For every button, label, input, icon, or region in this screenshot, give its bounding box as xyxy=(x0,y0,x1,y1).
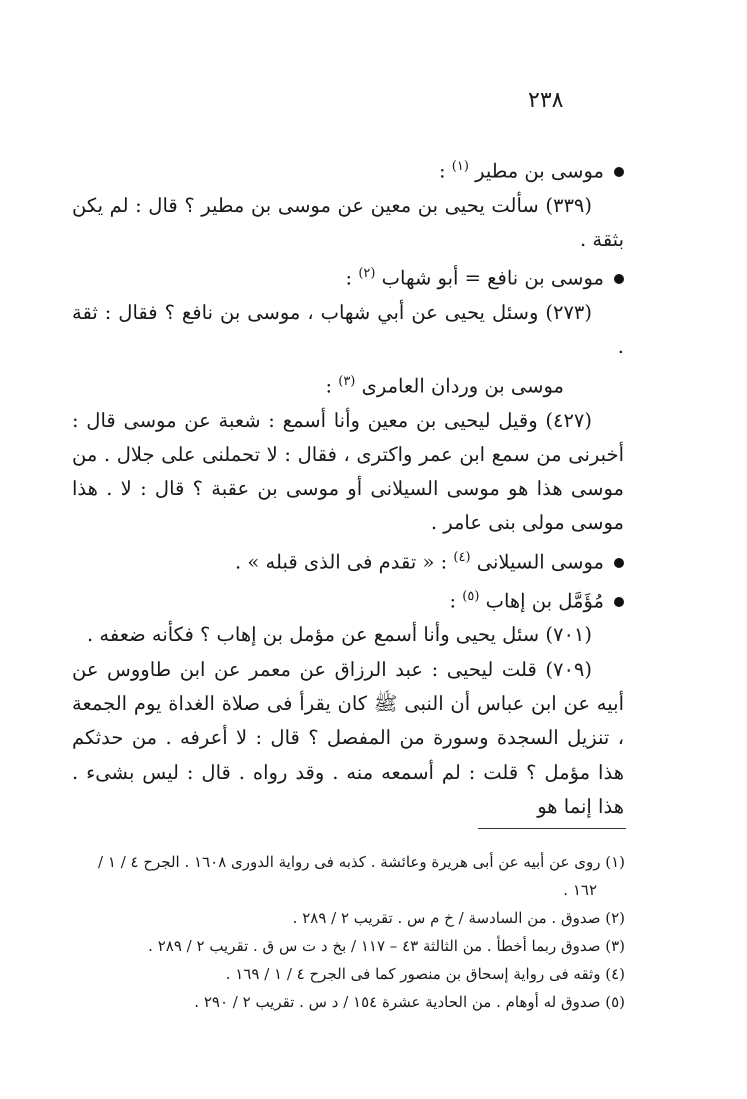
footnote-divider xyxy=(478,828,626,829)
entry-colon: : « تقدم فى الذى قبله » . xyxy=(235,550,454,574)
footnote-1: (١) روى عن أبيه عن أبى هريرة وعائشة . كذبه فى رواية الدورى ١٦٠٨ . الجرح ٤ / ١ / ١٦٢ . xyxy=(98,853,625,899)
entry-colon: : xyxy=(449,589,463,613)
entry-name: موسى بن نافع = أبو شهاب xyxy=(381,266,604,290)
footnote-ref: (٢) xyxy=(358,266,376,282)
entry-name: موسى بن مطير xyxy=(475,159,604,183)
entry-heading-musa-bin-nafi xyxy=(72,257,624,296)
footnote-2: (٢) صدوق . من السادسة / خ م س . تقريب ٢ / ٢٨٩ . xyxy=(292,909,625,927)
entry-heading-muammal-bin-ihab xyxy=(72,580,624,619)
footnote-3: (٣) صدوق ربما أخطأ . من الثالثة ٤٣ – ١١٧ / بخ د ت س ق . تقريب ٢ / ٢٨٩ . xyxy=(148,937,625,955)
narration-273: (٢٧٣) وسئل يحيى عن أبي شهاب ، موسى بن نافع ؟ فقال : ثقة . xyxy=(72,301,624,359)
main-text xyxy=(72,150,624,824)
entry-colon: : xyxy=(345,266,359,290)
entry-name: مُؤَمَّل بن إهاب xyxy=(485,589,604,613)
narration-339: (٣٣٩) سألت يحيى بن معين عن موسى بن مطير ؟ قال : لم يكن بثقة . xyxy=(72,193,624,252)
narration-427: (٤٢٧) وقيل ليحيى بن معين وأنا أسمع : شعبة عن موسى قال : أخبرنى من سمع ابن عمر واكترى ، فقال : لا تحملنى على جلال . من موسى هذا هو موسى السيلانى أو موسى بن عقبة ؟ قال : لا . هذا موسى مولى بنى عامر . xyxy=(72,408,624,535)
entry-name: موسى بن وردان العامرى xyxy=(361,374,564,398)
entry-name: موسى السيلانى xyxy=(476,550,604,574)
footnote-4: (٤) وثقه فى رواية إسحاق بن منصور كما فى الجرح ٤ / ١ / ١٦٩ . xyxy=(225,965,625,983)
entry-colon: : xyxy=(439,159,452,183)
bullet-icon xyxy=(614,597,624,607)
footnote-ref: (٣) xyxy=(338,373,356,389)
footnote-ref: (١) xyxy=(451,159,469,174)
entry-colon: : xyxy=(325,374,339,398)
narration-709: (٧٠٩) قلت ليحيى : عبد الرزاق عن معمر عن ابن طاووس عن أبيه عن ابن عباس أن النبى ﷺ كان يقرأ فى صلاة الغداة يوم الجمعة ، تنزيل السجدة وسورة من المفصل ؟ قال : لا أعرفه . من حدثكم هذا مؤمل ؟ قلت : لم أسمعه منه . وقد رواه . قال : ليس بشىء . هذا إنما هو xyxy=(72,657,624,818)
page-number: ٢٣٨ xyxy=(528,88,564,113)
entry-heading-musa-al-saylani xyxy=(72,541,624,580)
footnote-ref: (٤) xyxy=(453,549,471,565)
bullet-icon xyxy=(614,274,624,284)
entry-heading-musa-bin-mutayr xyxy=(72,150,624,189)
footnote-5: (٥) صدوق له أوهام . من الحادية عشرة ١٥٤ / د س . تقريب ٢ / ٢٩٠ . xyxy=(194,993,625,1011)
footnote-ref: (٥) xyxy=(462,588,480,604)
bullet-icon xyxy=(614,167,624,177)
footnotes xyxy=(80,848,625,1016)
entry-heading-musa-bin-wardan xyxy=(72,365,624,404)
bullet-icon xyxy=(614,558,624,568)
narration-701: (٧٠١) سئل يحيى وأنا أسمع عن مؤمل بن إهاب ؟ فكأنه ضعفه . xyxy=(86,623,592,647)
